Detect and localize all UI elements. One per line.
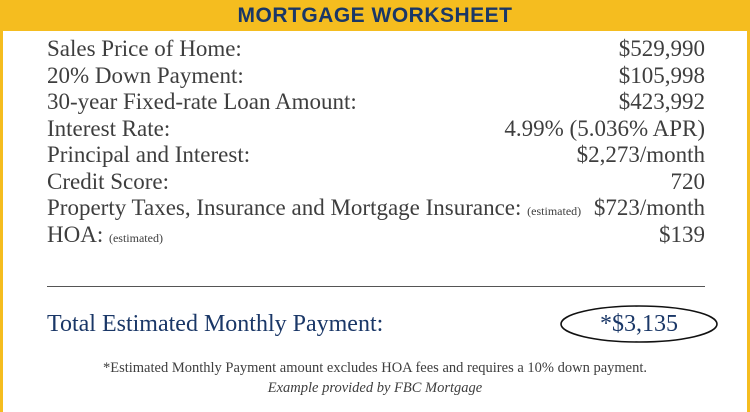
row-value: $139 <box>659 221 705 247</box>
footnote: *Estimated Monthly Payment amount excludes HOA fees and requires a 10% down payment. <box>102 360 648 376</box>
row-label: Sales Price of Home: <box>47 36 242 61</box>
total-row <box>47 303 705 345</box>
worksheet-rows <box>47 36 705 248</box>
row-hoa <box>47 222 705 249</box>
divider <box>47 286 705 287</box>
total-value: *$3,135 <box>600 310 678 337</box>
row-value: $529,990 <box>618 36 705 61</box>
worksheet-header <box>3 0 747 31</box>
row-credit-score <box>47 169 705 196</box>
row-label: Principal and Interest: <box>47 142 251 167</box>
credit-line: Example provided by FBC Mortgage <box>267 380 483 396</box>
row-label: Property Taxes, Insurance and Mortgage Insurance: <box>47 195 522 220</box>
row-label: Interest Rate: <box>47 115 171 141</box>
row-value: $2,273/month <box>576 142 705 167</box>
row-label: Credit Score: <box>47 168 169 194</box>
row-principal-interest <box>47 142 705 169</box>
row-label: 20% Down Payment: <box>47 62 244 88</box>
total-highlight <box>559 304 719 344</box>
row-value: $423,992 <box>618 89 705 114</box>
row-interest-rate <box>47 116 705 143</box>
row-loan-amount <box>47 89 705 116</box>
row-sales-price <box>47 36 705 63</box>
total-label: Total Estimated Monthly Payment: <box>47 310 384 337</box>
row-label: HOA: <box>47 221 104 247</box>
row-value: 720 <box>670 168 705 194</box>
row-value: $105,998 <box>618 62 705 88</box>
estimated-note: (estimated) <box>527 204 582 218</box>
worksheet-title: MORTGAGE WORKSHEET <box>237 3 513 27</box>
row-value: 4.99% (5.036% APR) <box>504 115 705 141</box>
row-taxes-insurance <box>47 195 705 222</box>
row-down-payment <box>47 63 705 90</box>
row-value: $723/month <box>593 195 705 220</box>
estimated-note: (estimated) <box>108 230 163 245</box>
row-label: 30-year Fixed-rate Loan Amount: <box>47 89 357 114</box>
